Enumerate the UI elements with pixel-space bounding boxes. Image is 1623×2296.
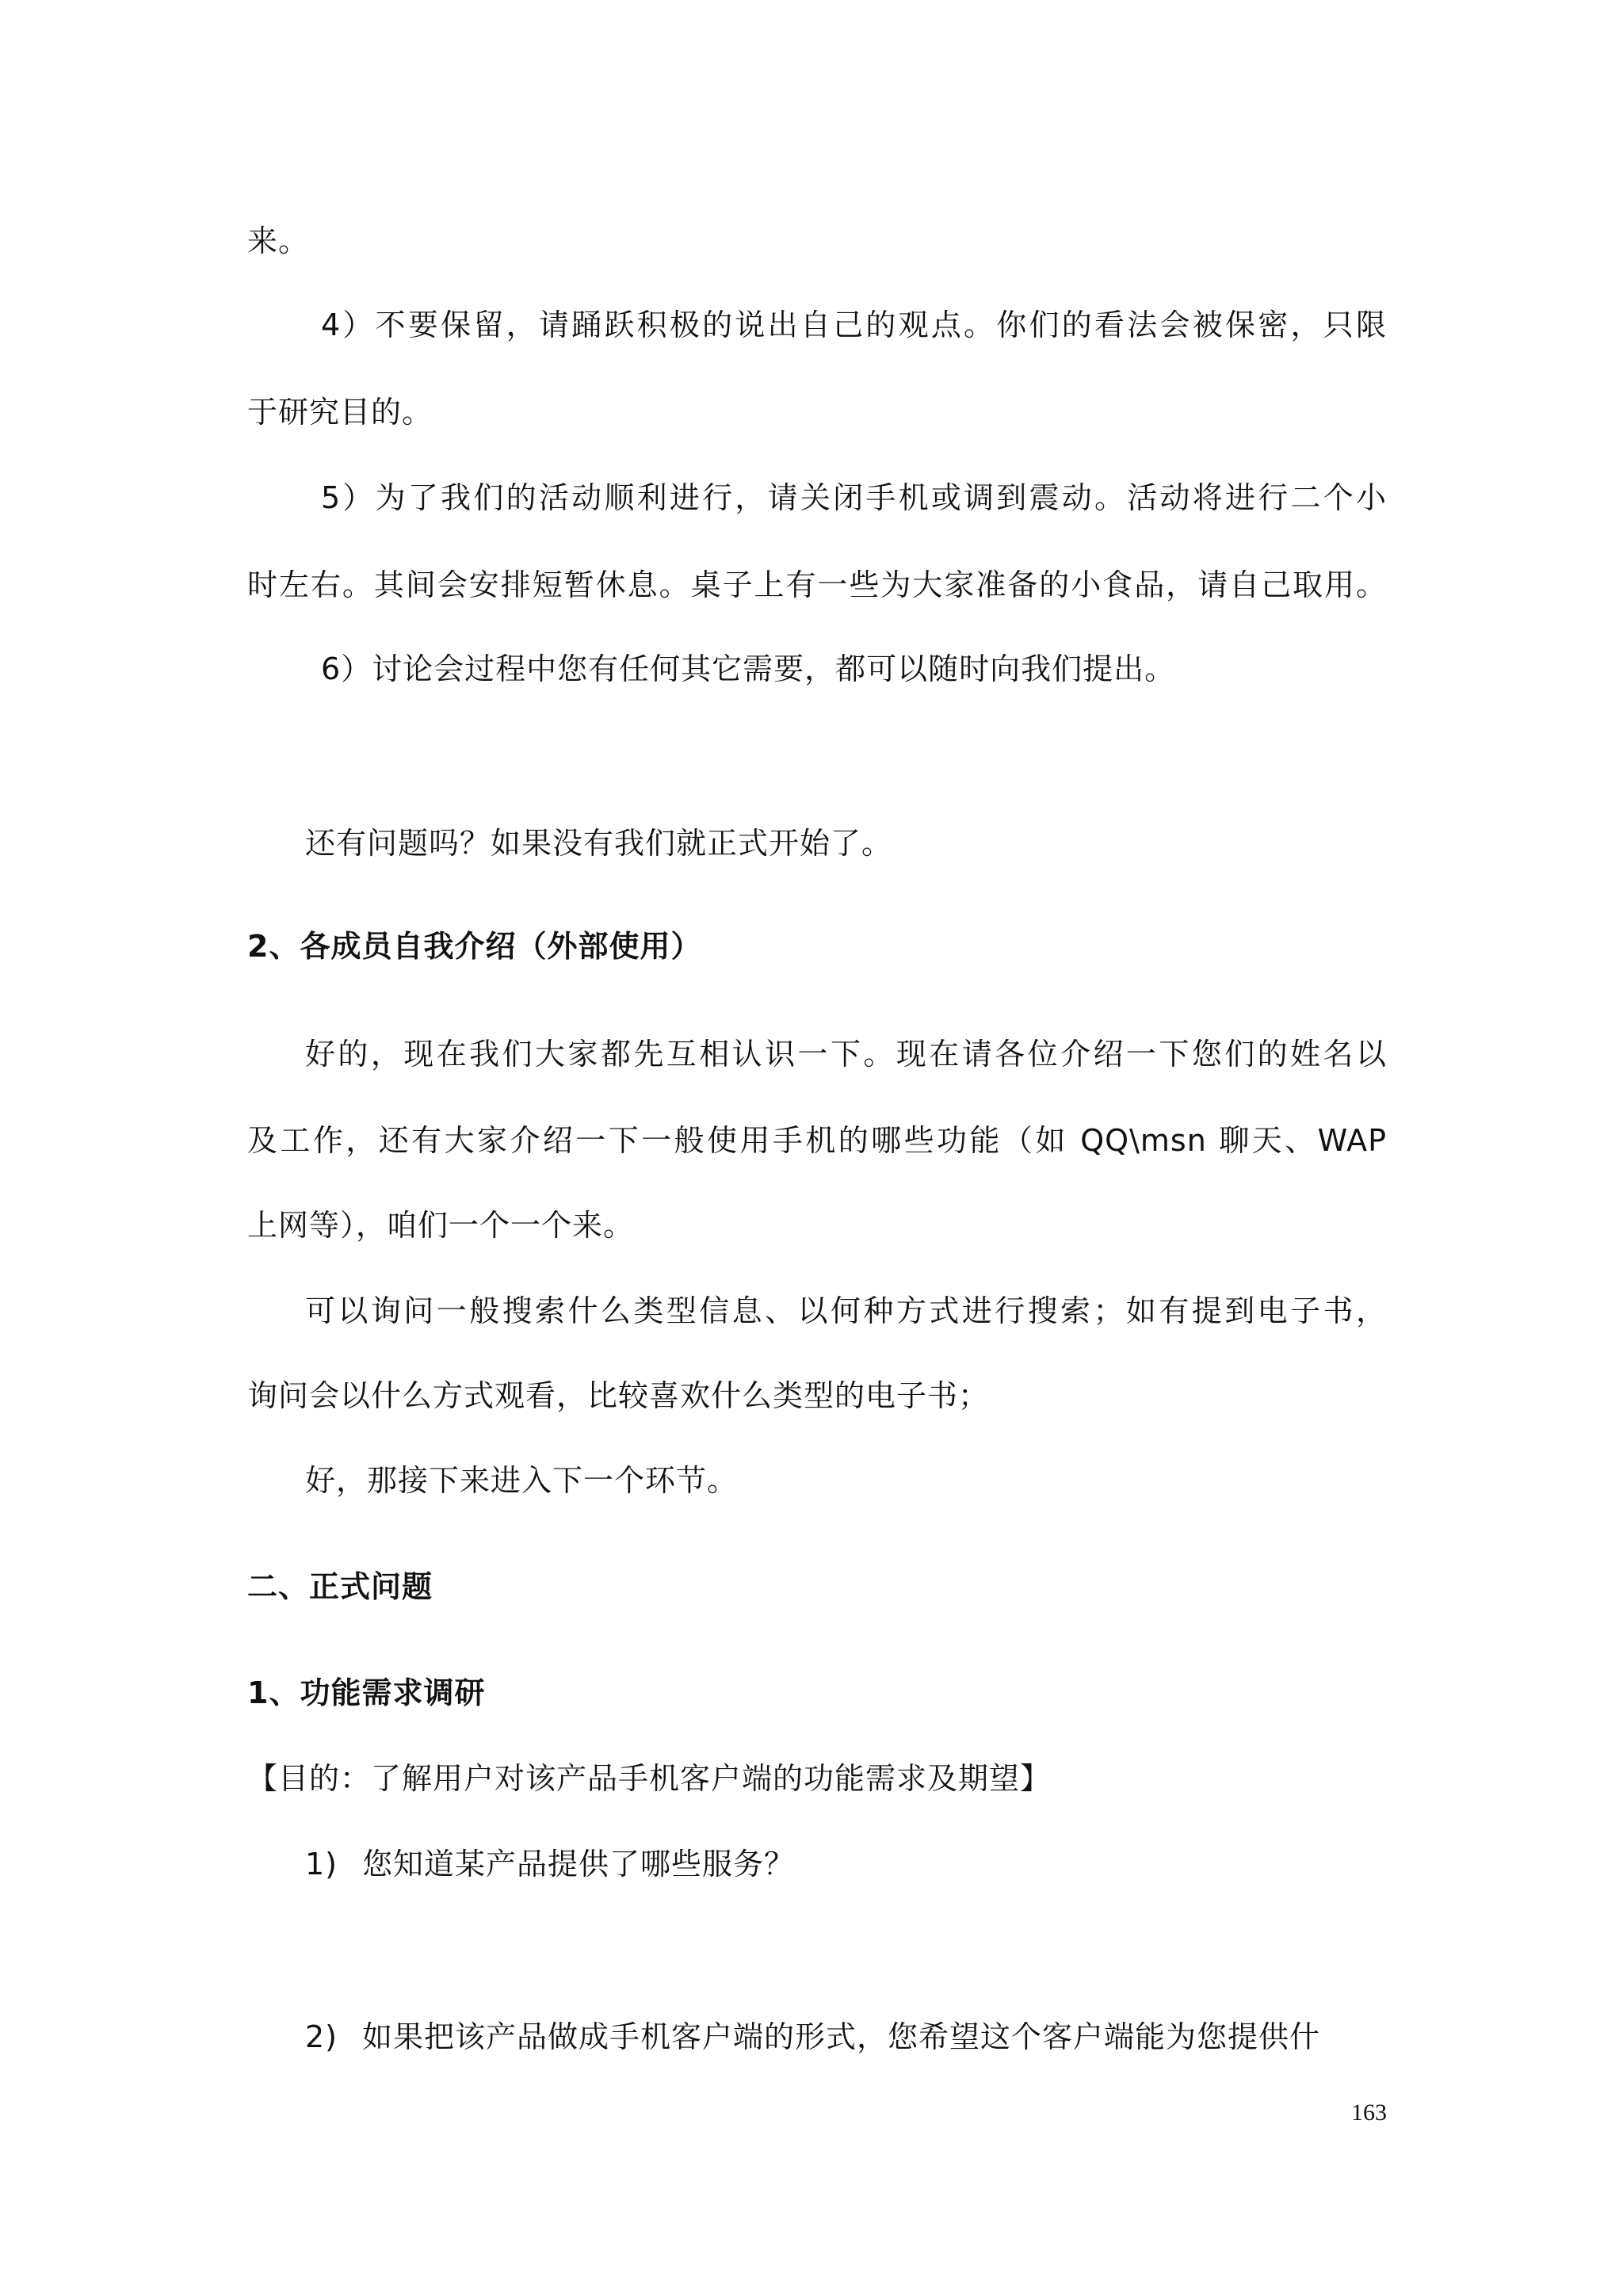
text-line: 时左右。其间会安排短暂休息。桌子上有一些为大家准备的小食品，请自己取用。 bbox=[247, 567, 1387, 602]
question-number: 1) bbox=[305, 1847, 338, 1881]
text-line: 询问会以什么方式观看，比较喜欢什么类型的电子书； bbox=[247, 1378, 990, 1413]
section-heading: 二、正式问题 bbox=[247, 1569, 433, 1604]
text-line: 来。 bbox=[247, 223, 310, 258]
question-number: 2) bbox=[305, 2019, 338, 2054]
page-number: 163 bbox=[1351, 2099, 1387, 2126]
question-item bbox=[305, 1845, 795, 1883]
text-line: 好的，现在我们大家都先互相认识一下。现在请各位介绍一下您们的姓名以 bbox=[305, 1037, 1387, 1072]
text-line: 可以询问一般搜索什么类型信息、以何种方式进行搜索；如有提到电子书， bbox=[305, 1293, 1387, 1328]
text-line: 及工作，还有大家介绍一下一般使用手机的哪些功能（如 QQ\msn 聊天、WAP bbox=[247, 1123, 1387, 1158]
text-line: 还有问题吗？如果没有我们就正式开始了。 bbox=[305, 826, 893, 861]
purpose-line: 【目的：了解用户对该产品手机客户端的功能需求及期望】 bbox=[247, 1761, 1052, 1796]
text-line: 5）为了我们的活动顺利进行，请关闭手机或调到震动。活动将进行二个小 bbox=[321, 480, 1387, 515]
question-text: 如果把该产品做成手机客户端的形式，您希望这个客户端能为您提供什 bbox=[362, 2019, 1321, 2054]
section-heading: 2、各成员自我介绍（外部使用） bbox=[247, 929, 702, 964]
section-heading: 1、功能需求调研 bbox=[247, 1675, 486, 1710]
text-line: 好，那接下来进入下一个环节。 bbox=[305, 1463, 739, 1498]
text-line: 4）不要保留，请踊跃积极的说出自己的观点。你们的看法会被保密，只限 bbox=[321, 308, 1387, 342]
text-line: 上网等），咱们一个一个来。 bbox=[247, 1208, 635, 1243]
text-line: 于研究目的。 bbox=[247, 395, 433, 430]
question-item bbox=[305, 2018, 1320, 2056]
question-text: 您知道某产品提供了哪些服务？ bbox=[362, 1847, 796, 1881]
text-line: 6）讨论会过程中您有任何其它需要，都可以随时向我们提出。 bbox=[321, 651, 1176, 686]
